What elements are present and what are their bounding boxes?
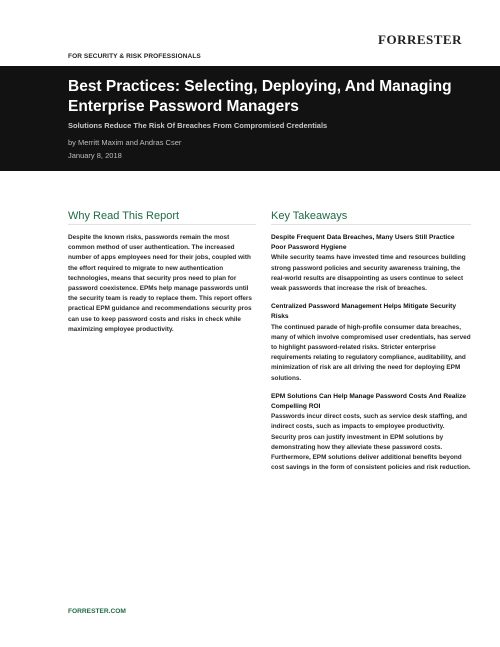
- takeaway-body: Passwords incur direct costs, such as service desk staffing, and indirect costs, such as impacts to employee productivity. Security pros can justify investment in EPM solutions by demonstrating how they alleviate these password costs. Furthermore, EPM solutions deliver additional benefits beyond cost savings in the form of consistent policies and risk reduction.: [271, 413, 471, 472]
- report-subtitle: Solutions Reduce The Risk Of Breaches From Compromised Credentials: [68, 121, 328, 130]
- audience-label: FOR SECURITY & RISK PROFESSIONALS: [68, 53, 201, 60]
- why-read-heading: Why Read This Report: [68, 210, 256, 225]
- report-date: January 8, 2018: [68, 151, 122, 160]
- takeaway-title: Despite Frequent Data Breaches, Many Users Still Practice Poor Password Hygiene: [271, 234, 455, 252]
- forrester-link[interactable]: FORRESTER.COM: [68, 608, 126, 615]
- why-read-body: Despite the known risks, passwords remain the most common method of user authentication. The increased number of apps employees need for their jobs, coupled with the effort required to migrate to new authentication technologies, means that security pros need to plan for password coexistence. EPMs help manage passwords until the security team is ready to replace them. This report offers practical EPM guidance and recommendations security pros can use to keep password costs and risks in check while maximizing employee productivity.: [68, 234, 252, 333]
- key-takeaways-section: [271, 210, 471, 481]
- why-read-section: [68, 210, 256, 335]
- report-title: Best Practices: Selecting, Deploying, And Managing Enterprise Password Managers: [68, 78, 452, 115]
- takeaway-body: The continued parade of high-profile consumer data breaches, many of which involve compromised user credentials, has served to highlight password-related risks. Stricter enterprise requirements relating to regulatory compliance, auditability, and minimization of risk are all driving the need for deploying EPM solutions.: [271, 323, 471, 382]
- takeaway-item: [271, 233, 471, 294]
- key-takeaways-heading: Key Takeaways: [271, 210, 471, 225]
- takeaway-item: [271, 392, 471, 474]
- takeaway-body: While security teams have invested time and resources building strong password policies and security awareness training, the real-world results are disappointing as users continue to select weak passwords that increase the risk of breaches.: [271, 254, 466, 293]
- takeaway-title: Centralized Password Management Helps Mitigate Security Risks: [271, 303, 457, 321]
- takeaway-title: EPM Solutions Can Help Manage Password Costs And Realize Compelling ROI: [271, 392, 467, 411]
- forrester-logo: FORRESTER: [378, 32, 462, 47]
- report-byline: by Merritt Maxim and Andras Cser: [68, 138, 182, 147]
- takeaway-item: [271, 302, 471, 384]
